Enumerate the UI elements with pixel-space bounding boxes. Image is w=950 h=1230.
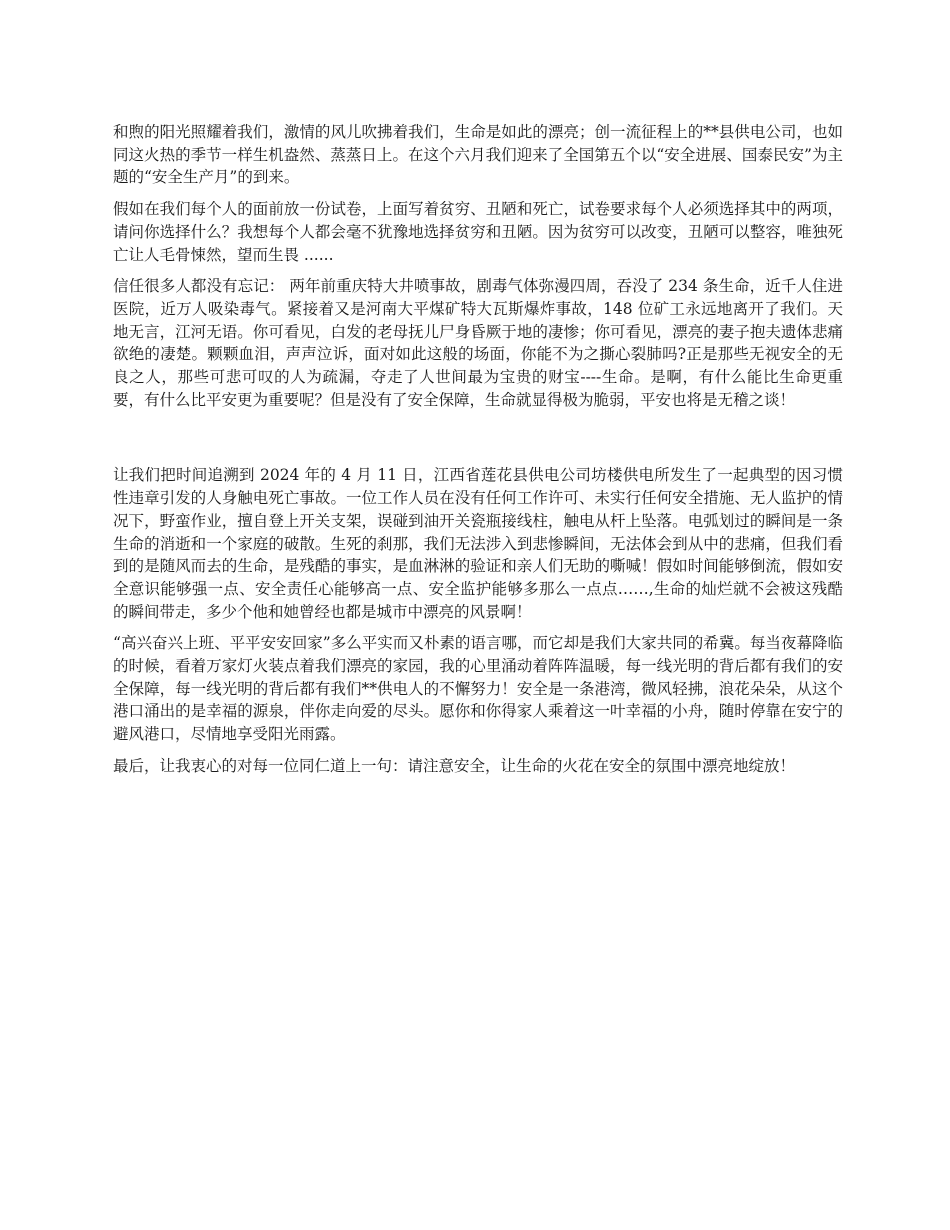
document-body (113, 121, 843, 787)
paragraph-accidents: 信任很多人都没有忘记： 两年前重庆特大井喷事故，剧毒气体弥漫四周，吞没了 234 条生命，近千人住进医院，近万人吸染毒气。紧接着又是河南大平煤矿特大瓦斯爆炸事故，148 位矿工永远地离开了我们。天地无言，江河无语。你可看见，白发的老母抚儿尸身昏厥于地的凄惨；你可看见，漂亮的妻子抱夫遗体悲痛欲绝的凄楚。颗颗血泪，声声泣诉，面对如此这般的场面，你能不为之撕心裂肺吗?正是那些无视安全的无良之人，那些可悲可叹的人为疏漏，夺走了人世间最为宝贵的财宝----生命。是啊，有什么能比生命更重要，有什么比平安更为重要呢？但是没有了安全保障，生命就显得极为脆弱，平安也将是无稽之谈！ (113, 277, 843, 409)
paragraph-intro: 和煦的阳光照耀着我们，激情的风儿吹拂着我们，生命是如此的漂亮；创一流征程上的**县供电公司，也如同这火热的季节一样生机盎然、蒸蒸日上。在这个六月我们迎来了全国第五个以“安全进展、国泰民安”为主题的“安全生产月”的到来。 (113, 123, 843, 187)
paragraph-safe-home: “高兴奋兴上班、平平安安回家”多么平实而又朴素的语言哪，而它却是我们大家共同的希冀。每当夜幕降临的时候，看着万家灯火装点着我们漂亮的家园，我的心里涌动着阵阵温暖，每一线光明的背后都有我们的安全保障，每一线光明的背后都有我们**供电人的不懈努力！安全是一条港湾，微风轻拂，浪花朵朵，从这个港口涌出的是幸福的源泉，伴你走向爱的尽头。愿你和你得家人乘着这一叶幸福的小舟，随时停靠在安宁的避风港口，尽情地享受阳光雨露。 (113, 634, 843, 744)
paragraph-spacer (113, 420, 843, 464)
paragraph-lianhua-incident: 让我们把时间追溯到 2024 年的 4 月 11 日，江西省莲花县供电公司坊楼供电所发生了一起典型的因习惯性违章引发的人身触电死亡事故。一位工作人员在没有任何工作许可、未实行任何安全措施、无人监护的情况下，野蛮作业，擅自登上开关支架，误碰到油开关瓷瓶接线柱，触电从杆上坠落。电弧划过的瞬间是一条生命的消逝和一个家庭的破散。生死的刹那，我们无法涉入到悲惨瞬间，无法体会到从中的悲痛，但我们看到的是随风而去的生命，是残酷的事实，是血淋淋的验证和亲人们无助的嘶喊！假如时间能够倒流，假如安全意识能够强一点、安全责任心能够高一点、安全监护能够多那么一点点……,生命的灿烂就不会被这残酷的瞬间带走，多少个他和她曾经也都是城市中漂亮的风景啊！ (113, 466, 843, 621)
paragraph-test-paper: 假如在我们每个人的面前放一份试卷，上面写着贫穷、丑陋和死亡，试卷要求每个人必须选择其中的两项，请问你选择什么？我想每个人都会毫不犹豫地选择贫穷和丑陋。因为贫穷可以改变，丑陋可以整容，唯独死亡让人毛骨悚然，望而生畏 ...... (113, 200, 843, 264)
paragraph-closing: 最后，让我衷心的对每一位同仁道上一句：请注意安全，让生命的火花在安全的氛围中漂亮地绽放！ (113, 756, 796, 775)
